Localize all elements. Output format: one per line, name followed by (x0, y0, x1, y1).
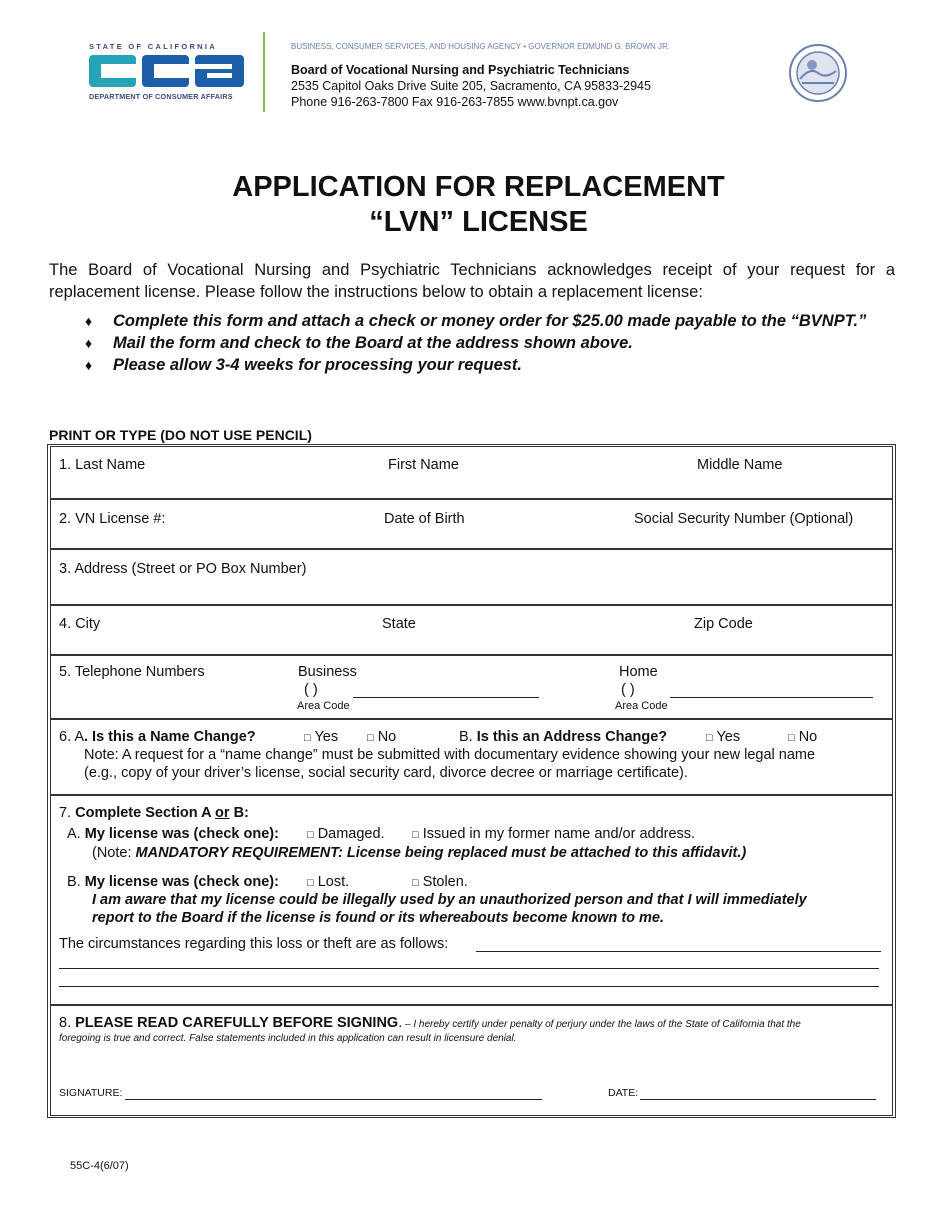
list-item: ♦ Mail the form and check to the Board at the address shown above. (85, 334, 633, 352)
form-code: 55C-4(6/07) (70, 1160, 129, 1172)
list-item: ♦ Complete this form and attach a check or money order for $25.00 made payable to the “BVNPT.” (85, 312, 867, 330)
address-change-no[interactable]: □ No (788, 729, 818, 745)
issued-former-checkbox[interactable]: □ Issued in my former name and/or address. (412, 826, 696, 842)
date-label: DATE: (608, 1087, 639, 1099)
print-note: PRINT OR TYPE (DO NOT USE PENCIL) (49, 427, 312, 443)
home-phone-field[interactable] (670, 697, 873, 698)
lost-checkbox[interactable]: □ Lost. (307, 874, 350, 890)
intro-paragraph: The Board of Vocational Nursing and Psychiatric Technicians acknowledges receipt of your request for a replacement license. Please follow the instructions below to obtain a replacement license: (49, 261, 895, 301)
license-row[interactable] (50, 499, 893, 549)
name-change-question: 6. A. Is this a Name Change? (59, 729, 256, 745)
address-change-yes[interactable]: □ Yes (706, 729, 741, 745)
name-change-yes[interactable]: □ Yes (304, 729, 339, 745)
damaged-checkbox[interactable]: □ Damaged. (307, 826, 385, 842)
application-form (47, 444, 896, 1118)
telephone-row (50, 655, 893, 719)
city-row[interactable] (50, 605, 893, 655)
certification-text: foregoing is true and correct. False statements included in this application can result in licensure denial. (59, 1033, 517, 1044)
section-seven-heading: 7. Complete Section A or B: (59, 805, 249, 821)
home-area-code-label: Area Code (615, 700, 668, 712)
vn-license-label: 2. VN License #: (59, 511, 166, 527)
address-row[interactable] (50, 549, 893, 605)
business-phone-field[interactable] (353, 697, 539, 698)
page-title-line1: APPLICATION FOR REPLACEMENT (232, 171, 725, 203)
name-change-note-line1: Note: A request for a “name change” must be submitted with documentary evidence showing your new legal name (84, 747, 816, 763)
section-seven (50, 795, 893, 1005)
circumstances-field-line3[interactable] (59, 986, 879, 987)
signing-heading: 8. PLEASE READ CAREFULLY BEFORE SIGNING. – I hereby certify under penalty of perjury under the laws of the State of California that the (59, 1015, 801, 1031)
business-area-code-label: Area Code (297, 700, 350, 712)
logo-state-text: STATE OF CALIFORNIA (89, 42, 217, 51)
city-label: 4. City (59, 616, 101, 632)
dob-label: Date of Birth (384, 511, 465, 527)
board-contact: Phone 916-263-7800 Fax 916-263-7855 www.bvnpt.ca.gov (291, 95, 619, 109)
name-row[interactable] (50, 446, 893, 499)
business-phone-label: Business (298, 664, 357, 680)
board-name: Board of Vocational Nursing and Psychiatric Technicians (291, 63, 630, 77)
awareness-statement-line2: report to the Board if the license is found or its whereabouts become known to me. (92, 910, 665, 926)
name-change-no[interactable]: □ No (367, 729, 397, 745)
signature-section (50, 1005, 893, 1116)
list-item: ♦ Please allow 3-4 weeks for processing your request. (85, 356, 522, 374)
date-field[interactable] (640, 1099, 876, 1100)
logo-letters: dca (89, 53, 91, 54)
home-phone-label: Home (619, 664, 658, 680)
address-label: 3. Address (Street or PO Box Number) (59, 561, 307, 577)
section-a-label: A. My license was (check one): (67, 826, 279, 842)
circumstances-field-line2[interactable] (59, 968, 879, 969)
change-row (50, 719, 893, 795)
name-change-note-line2: (e.g., copy of your driver’s license, social security card, divorce decree or marriage certificate). (84, 765, 688, 781)
home-area-paren: ( ) (621, 682, 635, 698)
zip-label: Zip Code (694, 616, 753, 632)
telephone-label: 5. Telephone Numbers (59, 664, 205, 680)
circumstances-field-line1[interactable] (476, 951, 881, 952)
business-area-paren: ( ) (304, 682, 318, 698)
address-change-question: B. Is this an Address Change? (459, 729, 668, 745)
instruction-list (85, 310, 885, 376)
first-name-label: First Name (388, 457, 459, 473)
stolen-checkbox[interactable]: □ Stolen. (412, 874, 468, 890)
circumstances-label: The circumstances regarding this loss or theft are as follows: (59, 936, 449, 952)
dca-logo (89, 53, 244, 89)
agency-line: BUSINESS, CONSUMER SERVICES, AND HOUSING AGENCY • GOVERNOR EDMUND G. BROWN JR. (291, 42, 671, 51)
awareness-statement-line1: I am aware that my license could be illegally used by an unauthorized person and that I will immediately (92, 892, 807, 908)
middle-name-label: Middle Name (697, 457, 783, 473)
board-address: 2535 Capitol Oaks Drive Suite 205, Sacramento, CA 95833-2945 (291, 79, 651, 93)
section-b-label: B. My license was (check one): (67, 874, 279, 890)
page-title-line2: “LVN” LICENSE (369, 206, 588, 238)
header-divider (263, 32, 265, 112)
signature-label: SIGNATURE: (59, 1087, 123, 1099)
logo-department-text: DEPARTMENT OF CONSUMER AFFAIRS (89, 92, 233, 101)
mandatory-note: (Note: MANDATORY REQUIREMENT: License being replaced must be attached to this affidavit.) (92, 845, 747, 861)
signature-field[interactable] (125, 1099, 542, 1100)
state-label: State (382, 616, 416, 632)
ssn-label: Social Security Number (Optional) (634, 511, 854, 527)
state-seal-icon (788, 43, 848, 103)
last-name-label: 1. Last Name (59, 457, 146, 473)
